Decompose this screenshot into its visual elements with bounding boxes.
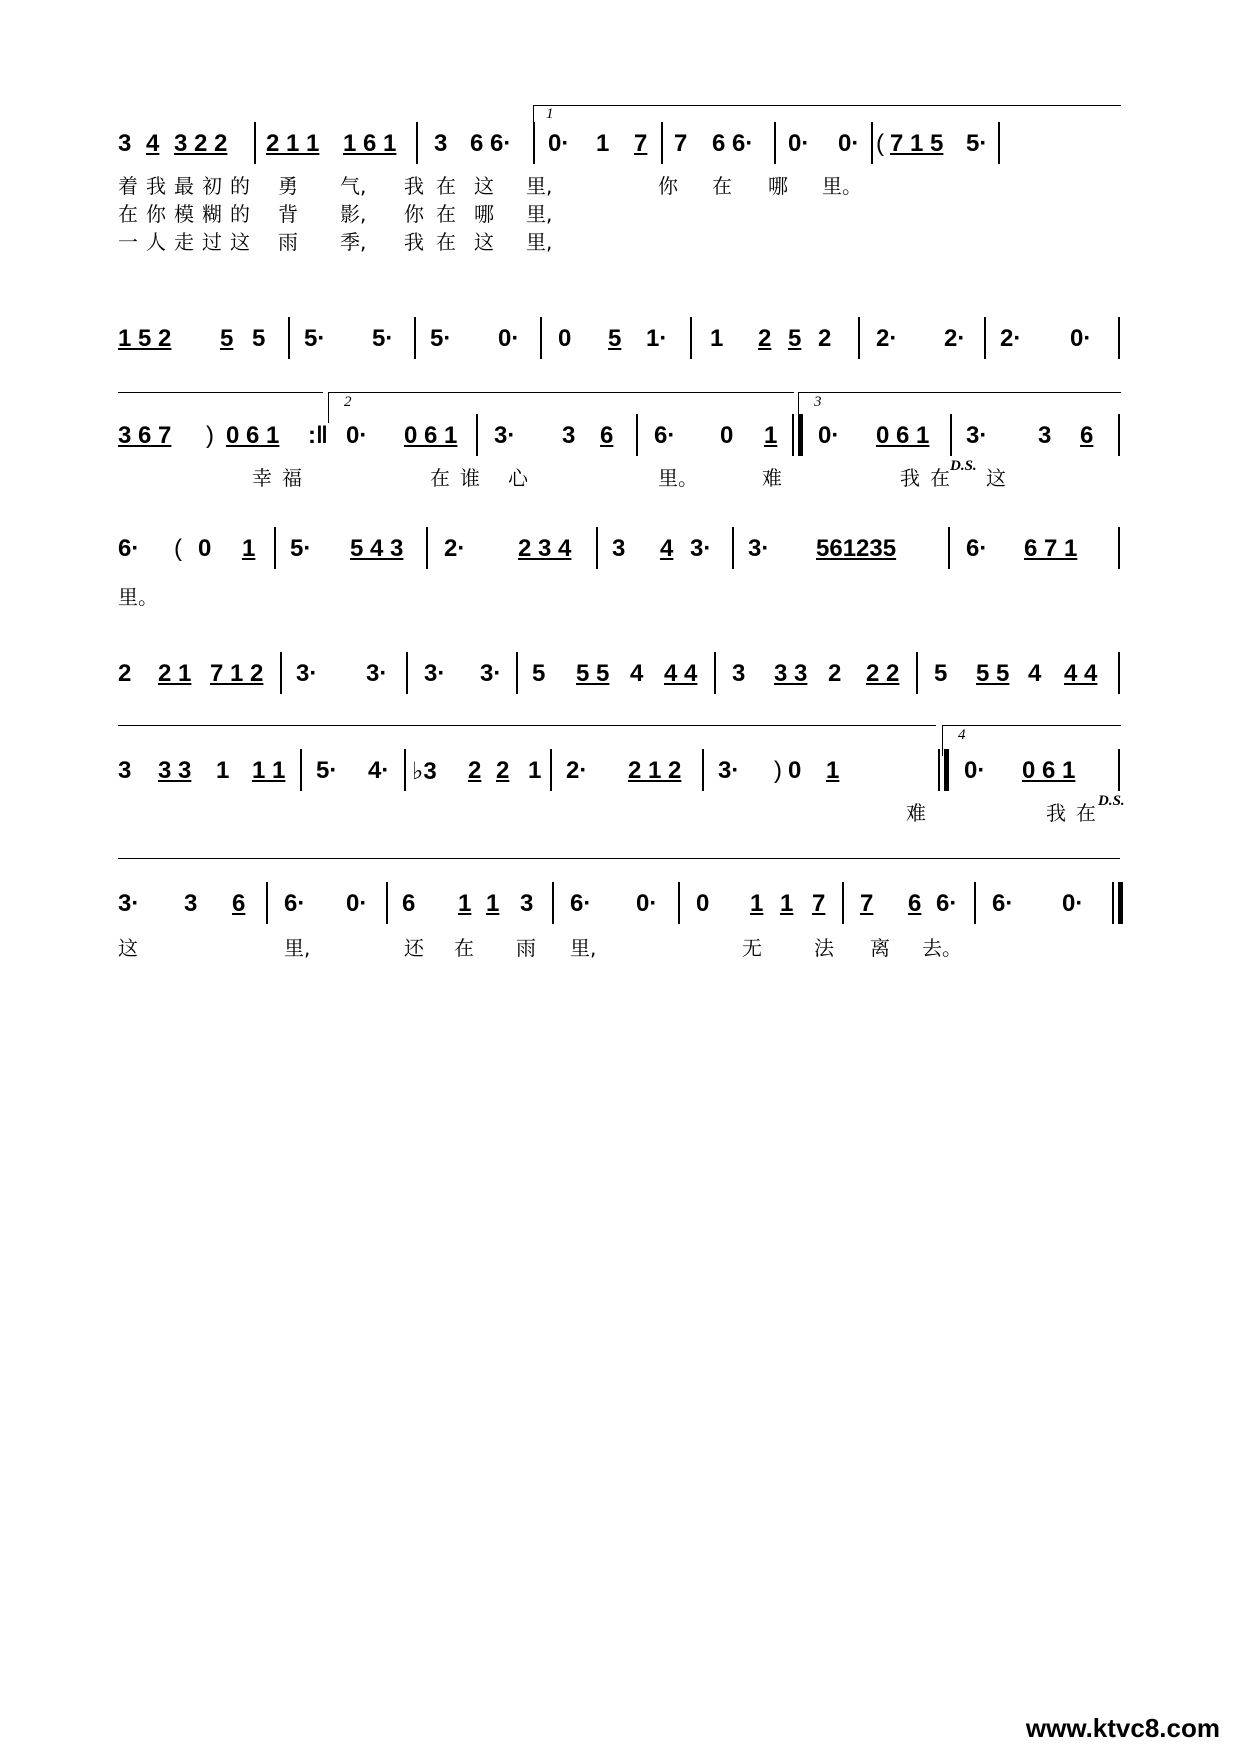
note: 1 <box>242 535 256 562</box>
note: 3 <box>520 890 534 917</box>
volta-number: 3 <box>814 394 822 410</box>
note-group: 1 1 <box>252 757 286 784</box>
lyric-line-3: 一 人 走 过 这 雨 季, 我 在 这 里, <box>118 230 553 254</box>
note: 0· <box>818 422 840 449</box>
paren: ) <box>206 422 214 449</box>
paren: ) <box>774 757 782 784</box>
note: 4 <box>630 660 644 687</box>
note: 5 <box>608 325 622 352</box>
volta-bracket-2 <box>328 392 794 423</box>
note: ( <box>876 130 884 157</box>
note-group: 4 4 <box>664 660 698 687</box>
note: 5· <box>430 325 452 352</box>
note: 3 <box>184 890 198 917</box>
note-group: 0 6 1 <box>1022 757 1076 784</box>
note: 2 <box>118 660 132 687</box>
note-group: 5 5 <box>576 660 610 687</box>
note: 0· <box>1062 890 1084 917</box>
note: 0· <box>346 890 368 917</box>
lyric-line: 幸 福 在 谁 心 里。 难 我 在 这 <box>252 466 1006 490</box>
note: 6· <box>570 890 592 917</box>
volta-number: 2 <box>344 394 352 410</box>
note: 3· <box>424 660 446 687</box>
note-group: 2 1 <box>158 660 192 687</box>
note: 3 <box>118 130 132 157</box>
note: 1 <box>750 890 764 917</box>
note: 0 <box>788 757 802 784</box>
note: 5· <box>304 325 326 352</box>
watermark-text: www.ktvc8.com <box>1025 1713 1220 1743</box>
note: 0 <box>720 422 734 449</box>
notes-row <box>118 660 1120 700</box>
lyric-line: 难 我 在 <box>906 801 1096 825</box>
note-group: 0 6 1 <box>404 422 458 449</box>
note: 1 <box>486 890 500 917</box>
note: 5 <box>220 325 234 352</box>
note-group: 0 6 1 <box>876 422 930 449</box>
notes-row <box>118 535 1120 575</box>
note: 3 <box>434 130 448 157</box>
notes-row <box>118 325 1120 365</box>
note: 3 <box>118 757 132 784</box>
note: 5 <box>788 325 802 352</box>
note: 7 <box>860 890 874 917</box>
note: 5· <box>316 757 338 784</box>
note: 1 <box>826 757 840 784</box>
note: 0 <box>558 325 572 352</box>
note: 2 <box>758 325 772 352</box>
note: 7 <box>812 890 826 917</box>
notes-row <box>118 130 1120 170</box>
note: 0· <box>1070 325 1092 352</box>
note: 4 <box>660 535 674 562</box>
note: 6· <box>284 890 306 917</box>
note-group: 2 3 4 <box>518 535 572 562</box>
note: 4· <box>368 757 390 784</box>
note: 5 <box>252 325 266 352</box>
lyric-line-2: 在 你 模 糊 的 背 影, 你 在 哪 里, <box>118 202 553 226</box>
volta-number: 1 <box>546 106 554 122</box>
note-group: 3 3 <box>774 660 808 687</box>
note: 6· <box>654 422 676 449</box>
note-group: 0 6 1 <box>226 422 280 449</box>
note-group: 5 4 3 <box>350 535 404 562</box>
notes-row <box>118 890 1120 930</box>
note: 3 <box>1038 422 1052 449</box>
note: 0· <box>636 890 658 917</box>
note: 1 <box>216 757 230 784</box>
volta-bracket-4 <box>942 725 1121 756</box>
note: ♭3 <box>412 758 437 785</box>
note: 0· <box>838 130 860 157</box>
note-group: 4 4 <box>1064 660 1098 687</box>
note: 7 <box>634 130 648 157</box>
note: 1 <box>528 757 542 784</box>
note: 6 <box>232 890 246 917</box>
note: 0 <box>198 535 212 562</box>
note-group: 2 1 1 <box>266 130 320 157</box>
note: 1 <box>458 890 472 917</box>
note-group: 3 2 2 <box>174 130 228 157</box>
note: 4 <box>1028 660 1042 687</box>
note: 3· <box>480 660 502 687</box>
note: 3 <box>612 535 626 562</box>
note-group: 7 1 2 <box>210 660 264 687</box>
note: 5· <box>372 325 394 352</box>
ds-mark: D.S. <box>1098 793 1125 809</box>
ds-mark: D.S. <box>950 458 977 474</box>
note-group: 2 1 2 <box>628 757 682 784</box>
note: 6 <box>402 890 416 917</box>
note-group: 6 6· <box>712 130 754 157</box>
note-group: 6 7 1 <box>1024 535 1078 562</box>
note: 2· <box>1000 325 1022 352</box>
notes-row <box>118 757 1120 797</box>
note: 1· <box>646 325 668 352</box>
note: 6· <box>966 535 988 562</box>
note: 2 <box>496 757 510 784</box>
note-group: 7 1 5 <box>890 130 944 157</box>
note: 1 <box>710 325 724 352</box>
note-group: 1 6 1 <box>343 130 397 157</box>
note: 6· <box>992 890 1014 917</box>
note: 6· <box>118 535 140 562</box>
note: 2 <box>468 757 482 784</box>
note: 0· <box>346 422 368 449</box>
note: 3 <box>562 422 576 449</box>
note: 3· <box>690 535 712 562</box>
volta-bracket-3 <box>798 392 1121 423</box>
note: 0· <box>788 130 810 157</box>
note-group: 2 2 <box>866 660 900 687</box>
note: 1 <box>764 422 778 449</box>
volta-number: 4 <box>958 727 966 743</box>
paren: ( <box>174 535 182 562</box>
note: 5· <box>290 535 312 562</box>
note: 2· <box>566 757 588 784</box>
note: 3· <box>718 757 740 784</box>
note-group: 3 6 7 <box>118 422 172 449</box>
note: 5· <box>966 130 988 157</box>
note: 1 <box>780 890 794 917</box>
note-group: 3 3 <box>158 757 192 784</box>
note: 5 <box>934 660 948 687</box>
note-group: 5 5 <box>976 660 1010 687</box>
note: 0 <box>696 890 710 917</box>
note: 6 <box>600 422 614 449</box>
note: 2 <box>818 325 832 352</box>
note: 0· <box>498 325 520 352</box>
note: 2· <box>944 325 966 352</box>
note: 1 <box>596 130 610 157</box>
note: 3· <box>366 660 388 687</box>
note: 4 <box>146 130 160 157</box>
lyric-line-1: 着 我 最 初 的 勇 气, 我 在 这 里, 你 在 哪 里。 <box>118 174 862 198</box>
note-group: 6 6· <box>470 130 512 157</box>
note: 7 <box>674 130 688 157</box>
note: 6· <box>936 890 958 917</box>
note: 5 <box>532 660 546 687</box>
notes-row <box>118 422 1120 462</box>
note: 3· <box>748 535 770 562</box>
note: 2· <box>444 535 466 562</box>
note: 6 <box>908 890 922 917</box>
note: 0· <box>548 130 570 157</box>
note: 2· <box>876 325 898 352</box>
note-group: 561235 <box>816 535 897 562</box>
note-group: 1 5 2 <box>118 325 172 352</box>
note: 3· <box>118 890 140 917</box>
note: 3· <box>296 660 318 687</box>
note: 2 <box>828 660 842 687</box>
lyric-line: 里。 <box>118 585 158 609</box>
repeat-end: :‖ <box>308 422 328 449</box>
note: 6 <box>1080 422 1094 449</box>
lyric-line: 这 里, 还 在 雨 里, 无 法 离 去。 <box>118 936 962 960</box>
note: 0· <box>964 757 986 784</box>
note: 3 <box>732 660 746 687</box>
note: 3· <box>494 422 516 449</box>
note: 3· <box>966 422 988 449</box>
